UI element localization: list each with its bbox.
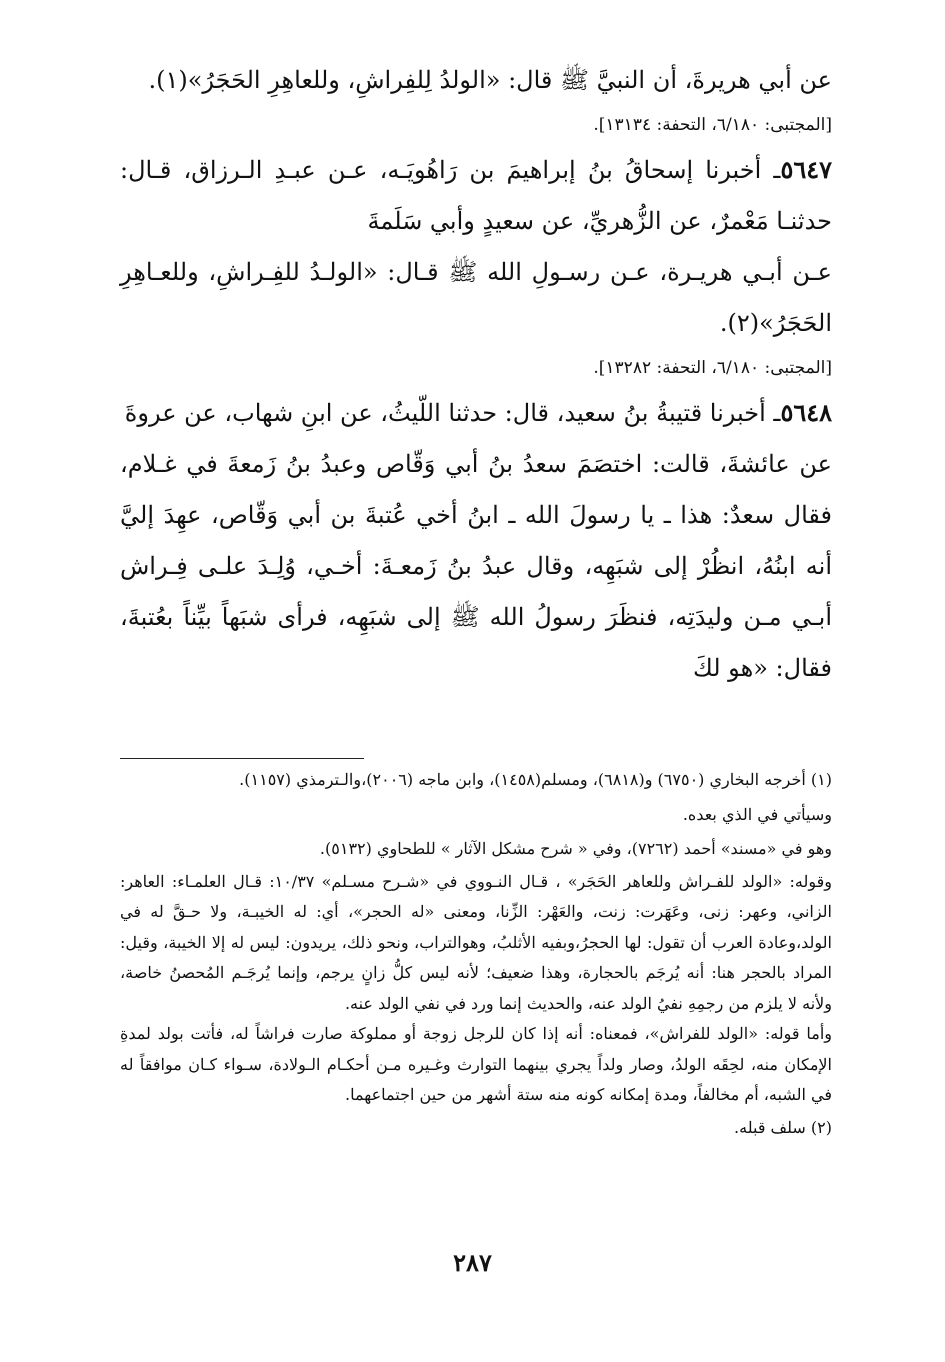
- hadith-text-5647: عـن أبـي هريـرة، عـن رسـولِ الله ﷺ قـال: «الولـدُ للفِـراشِ، وللعـاهِرِ الحَجَرُ»(٢).: [120, 258, 832, 337]
- footnote-1-nawawi: وقوله: «الولد للفـراش وللعاهر الحَجَر» ، قـال النـووي في «شـرح مسـلم» ١٠/٣٧: قـال العلمـاء: العاهر: الزاني، وعهر: زنى، وعَهَرت: زنت، والعَهْر: الزِّنا، ومعنى «له الحجر»، أي: له الخيبـة، ولا حـقَّ له في الولد،وعادة العرب أن تقول: لها الحجرُ،وبفيه الأثلبُ، وهوالتراب، ونحو ذلك، يريدون: ليس له إلا الخيبة، وقيل: المراد بالحجر هنا: أنه يُرجَم بالحجارة، وهذا ضعيف؛ لأنه ليس كلُّ زانٍ يرجم، وإنما يُرجَـم المُحصنُ خاصة، ولأنه لا يلزم من رجمِهِ نفيُ الولد عنه، والحديث إنما ورد في نفي الولد عنه.: [120, 871, 832, 1013]
- hadith-5648-chain: ـ أخبرنا قتيبةُ بنُ سعيد، قال: حدثنا اللّيثُ، عن ابنِ شهاب، عن عروةَ: [124, 399, 781, 427]
- footnote-1-see-next: وسيأتي في الذي بعده.: [682, 804, 832, 824]
- footnotes: [120, 763, 832, 1145]
- reference-5647: [المجتبى: ٦/١٨٠، التحفة: ١٣٢٨٢].: [593, 358, 832, 378]
- hadith-5647-chain: ـ أخبرنا إسحاقُ بنُ إبراهيمَ بن رَاهُويَـه، عـن عبـدِ الـرزاق، قـال: حدثنـا مَعْمرٌ، عن الزُّهريِّ، عن سعيدٍ وأبي سَلَمةَ: [120, 156, 832, 235]
- hadith-number-5647: ٥٦٤٧: [780, 155, 832, 184]
- footnote-1-sources: (١) أخرجه البخاري (٦٧٥٠) و(٦٨١٨)، ومسلم(١٤٥٨)، وابن ماجه (٢٠٠٦)،والـترمذي (١١٥٧).: [239, 770, 832, 789]
- hadith-5647-isnad: [120, 144, 832, 247]
- hadith-text-5648: عن عائشةَ، قالت: اختصَمَ سعدُ بنُ أبي وَقّاص وعبدُ بنُ زَمعةَ في غـلام، فقال سعدٌ: هذا ـ يا رسولَ الله ـ ابنُ أخي عُتبةَ بن أبي وَقّاص، عهِدَ إليَّ أنه ابنُهُ، انظُرْ إلى شبَهِه، وقال عبدُ بنُ زَمعـةَ: أخـي، وُلِـدَ علـى فِـراش أبـي مـن وليدَتِه، فنظَرَ رسولُ الله ﷺ إلى شبَهِه، فرأى شبَهاً بيِّناً بعُتبةَ، فقال: «هو لكَ: [120, 450, 833, 682]
- footnote-1-musnad: وهو في «مسند» أحمد (٧٢٦٢)، وفي « شرح مشكل الآثار » للطحاوي (٥١٣٢).: [319, 839, 832, 858]
- page-number: ٢٨٧: [453, 1248, 492, 1277]
- footnote-1-firash: وأما قوله: «الولد للفراش»، فمعناه: أنه إذا كان للرجل زوجة أو مملوكة صارت فراشاً له، فأتت بولد لمدةِ الإمكان منه، لحِقَه الولدُ، وصار ولداً يجري بينهما التوارث وغـيره مـن أحكـام الـولادة، سـواء كـان موافقاً له في الشبه، أم مخالفاً، ومدة إمكانه كونه منه ستة أشهر من حين اجتماعهما.: [120, 1024, 832, 1104]
- reference-5646: [المجتبى: ٦/١٨٠، التحفة: ١٣١٣٤].: [593, 115, 832, 135]
- hadith-5648-isnad: [120, 387, 832, 439]
- main-text: [120, 55, 832, 694]
- hadith-number-5648: ٥٦٤٨: [780, 398, 832, 427]
- hadith-text-5646-end: عن أبي هريرةَ، أن النبيَّ ﷺ قال: «الولدُ لِلفِراشِ، وللعاهِرِ الحَجَرُ»(١).: [148, 66, 832, 94]
- footnote-divider: [120, 758, 364, 759]
- footnote-2: (٢) سلف قبله.: [734, 1117, 832, 1137]
- page-body: [120, 55, 833, 1137]
